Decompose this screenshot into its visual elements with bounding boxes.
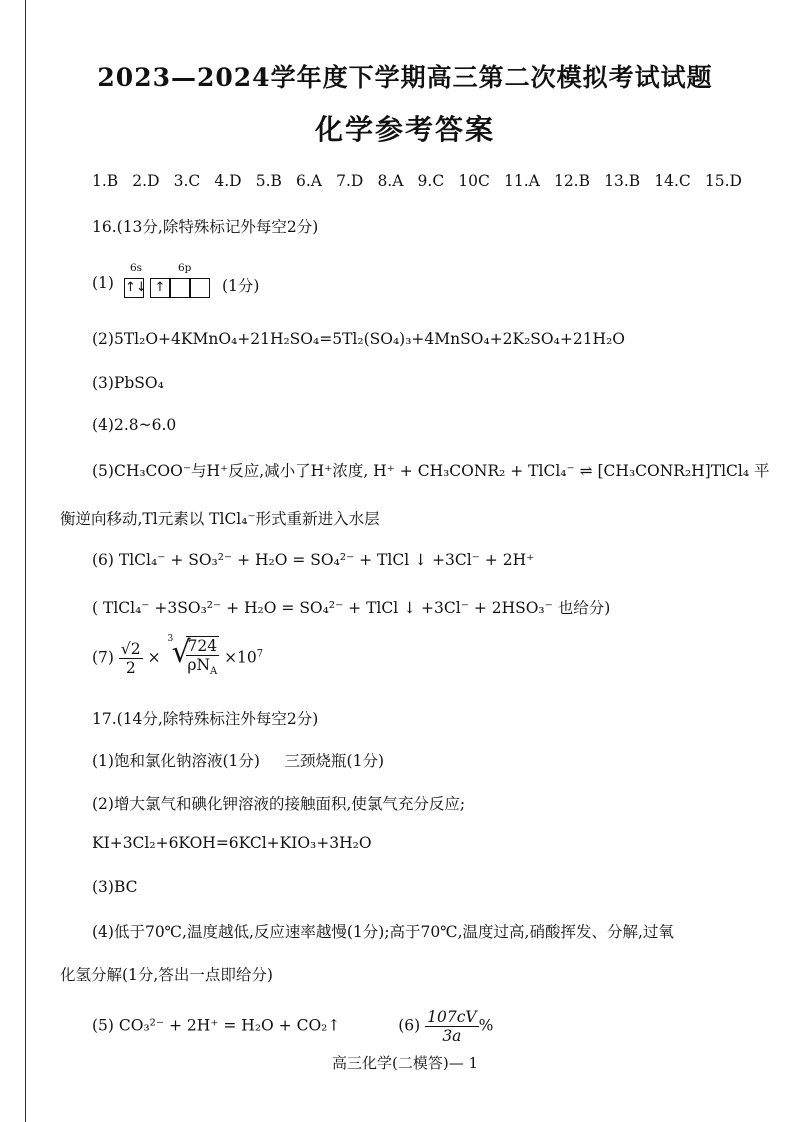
q16-part5-line1: (5)CH₃COO⁻与H⁺反应,减小了H⁺浓度, H⁺ + CH₃CONR₂ + TlCl₄⁻ ⇌ [CH₃CONR₂H]TlCl₄ 平 [92, 462, 770, 480]
q16-part2: (2)5Tl₂O+4KMnO₄+21H₂SO₄=5Tl₂(SO₄)₃+4MnSO₄+2K₂SO₄+21H₂O [92, 330, 625, 348]
mc-answer: 8.A [377, 172, 404, 190]
mc-answer: 15.D [704, 172, 742, 190]
q17-parts5-6 [92, 1008, 493, 1048]
orbital-6s-box: ↑↓ [124, 278, 144, 298]
subject-title: 化学参考答案 [314, 113, 495, 146]
q16-part7-label: (7) [92, 648, 114, 667]
exponent: 7 [256, 648, 264, 660]
mc-answer: 6.A [296, 172, 322, 190]
q16-part6-line2: ( TlCl₄⁻ +3SO₃²⁻ + H₂O = SO₄²⁻ + TlCl ↓ +3Cl⁻ + 2HSO₃⁻ 也给分) [92, 599, 611, 617]
q17-part1: (1)饱和氯化钠溶液(1分) 三颈烧瓶(1分) [92, 752, 385, 770]
root-index: 3 [167, 634, 174, 644]
power-of-ten: ×10 [224, 648, 257, 667]
q17-part4-line2: 化氢分解(1分,答出一点即给分) [60, 966, 273, 984]
mc-answer: 14.C [654, 172, 691, 190]
rho-na: ρN [187, 656, 211, 674]
q17-part2: (2)增大氯气和碘化钾溶液的接触面积,使氯气充分反应; [92, 795, 466, 813]
mc-answer: 12.B [553, 172, 590, 190]
q17-part6-numerator: 107cV [427, 1008, 477, 1026]
radicand-numerator: 724 [187, 637, 218, 655]
fraction-numerator: √2 [120, 640, 141, 659]
mc-answer: 3.C [173, 172, 201, 190]
q17-part6-label: (6) [398, 1016, 421, 1035]
percent-sign: % [478, 1016, 494, 1035]
mc-answer: 9.C [417, 172, 445, 190]
mc-answer: 4.D [214, 172, 242, 190]
page-footer: 高三化学(二模答)— 1 [331, 1054, 479, 1072]
mc-answer: 2.D [132, 172, 160, 190]
q17-part2-equation: KI+3Cl₂+6KOH=6KCl+KIO₃+3H₂O [92, 834, 372, 852]
exam-title: 2023—2024学年度下学期高三第二次模拟考试试题 [97, 63, 713, 92]
times-sign: × [147, 648, 161, 667]
fraction-denominator: 2 [125, 659, 136, 678]
orbital-6p-label: 6p [178, 262, 192, 274]
q16-part1-points: (1分) [222, 277, 260, 295]
q16-header: 16.(13分,除特殊标记外每空2分) [92, 218, 319, 236]
mc-answer: 7.D [336, 172, 364, 190]
q17-part6-fraction [425, 1008, 478, 1045]
q16-part3: (3)PbSO₄ [92, 374, 164, 392]
orbital-6s-label: 6s [130, 262, 143, 274]
q17-part5: (5) CO₃²⁻ + 2H⁺ = H₂O + CO₂↑ [92, 1016, 341, 1035]
q17-part4-line1: (4)低于70℃,温度越低,反应速率越慢(1分);高于70℃,温度过高,硝酸挥发、分解,过氧 [92, 923, 674, 941]
q16-part7-formula [92, 636, 263, 686]
mc-answer: 5.B [255, 172, 282, 190]
cube-root [166, 636, 220, 681]
orbital-6p-box-1: ↑ [150, 278, 170, 298]
radical-sign-icon: √ [171, 635, 191, 670]
page-margin-line [25, 0, 26, 1122]
q17-part6-denominator: 3a [442, 1027, 462, 1045]
sqrt2-over-2-fraction [119, 640, 143, 677]
orbital-6p-box-2 [170, 278, 190, 298]
q16-part5-line2: 衡逆向移动,Tl元素以 TlCl₄⁻形式重新进入水层 [60, 510, 380, 528]
multiple-choice-answers [92, 172, 742, 190]
mc-answer: 11.A [504, 172, 540, 190]
q16-part1-label: (1) [92, 274, 114, 292]
q16-part4: (4)2.8~6.0 [92, 416, 177, 434]
avogadro-subscript: A [210, 666, 218, 678]
mc-answer: 10C [458, 172, 490, 190]
q16-part6-line1: (6) TlCl₄⁻ + SO₃²⁻ + H₂O = SO₄²⁻ + TlCl ↓ +3Cl⁻ + 2H⁺ [92, 551, 535, 569]
mc-answer: 1.B [92, 172, 119, 190]
q17-part3: (3)BC [92, 878, 138, 896]
q17-header: 17.(14分,除特殊标注外每空2分) [92, 710, 319, 728]
mc-answer: 13.B [604, 172, 641, 190]
orbital-6p-box-3 [190, 278, 210, 298]
